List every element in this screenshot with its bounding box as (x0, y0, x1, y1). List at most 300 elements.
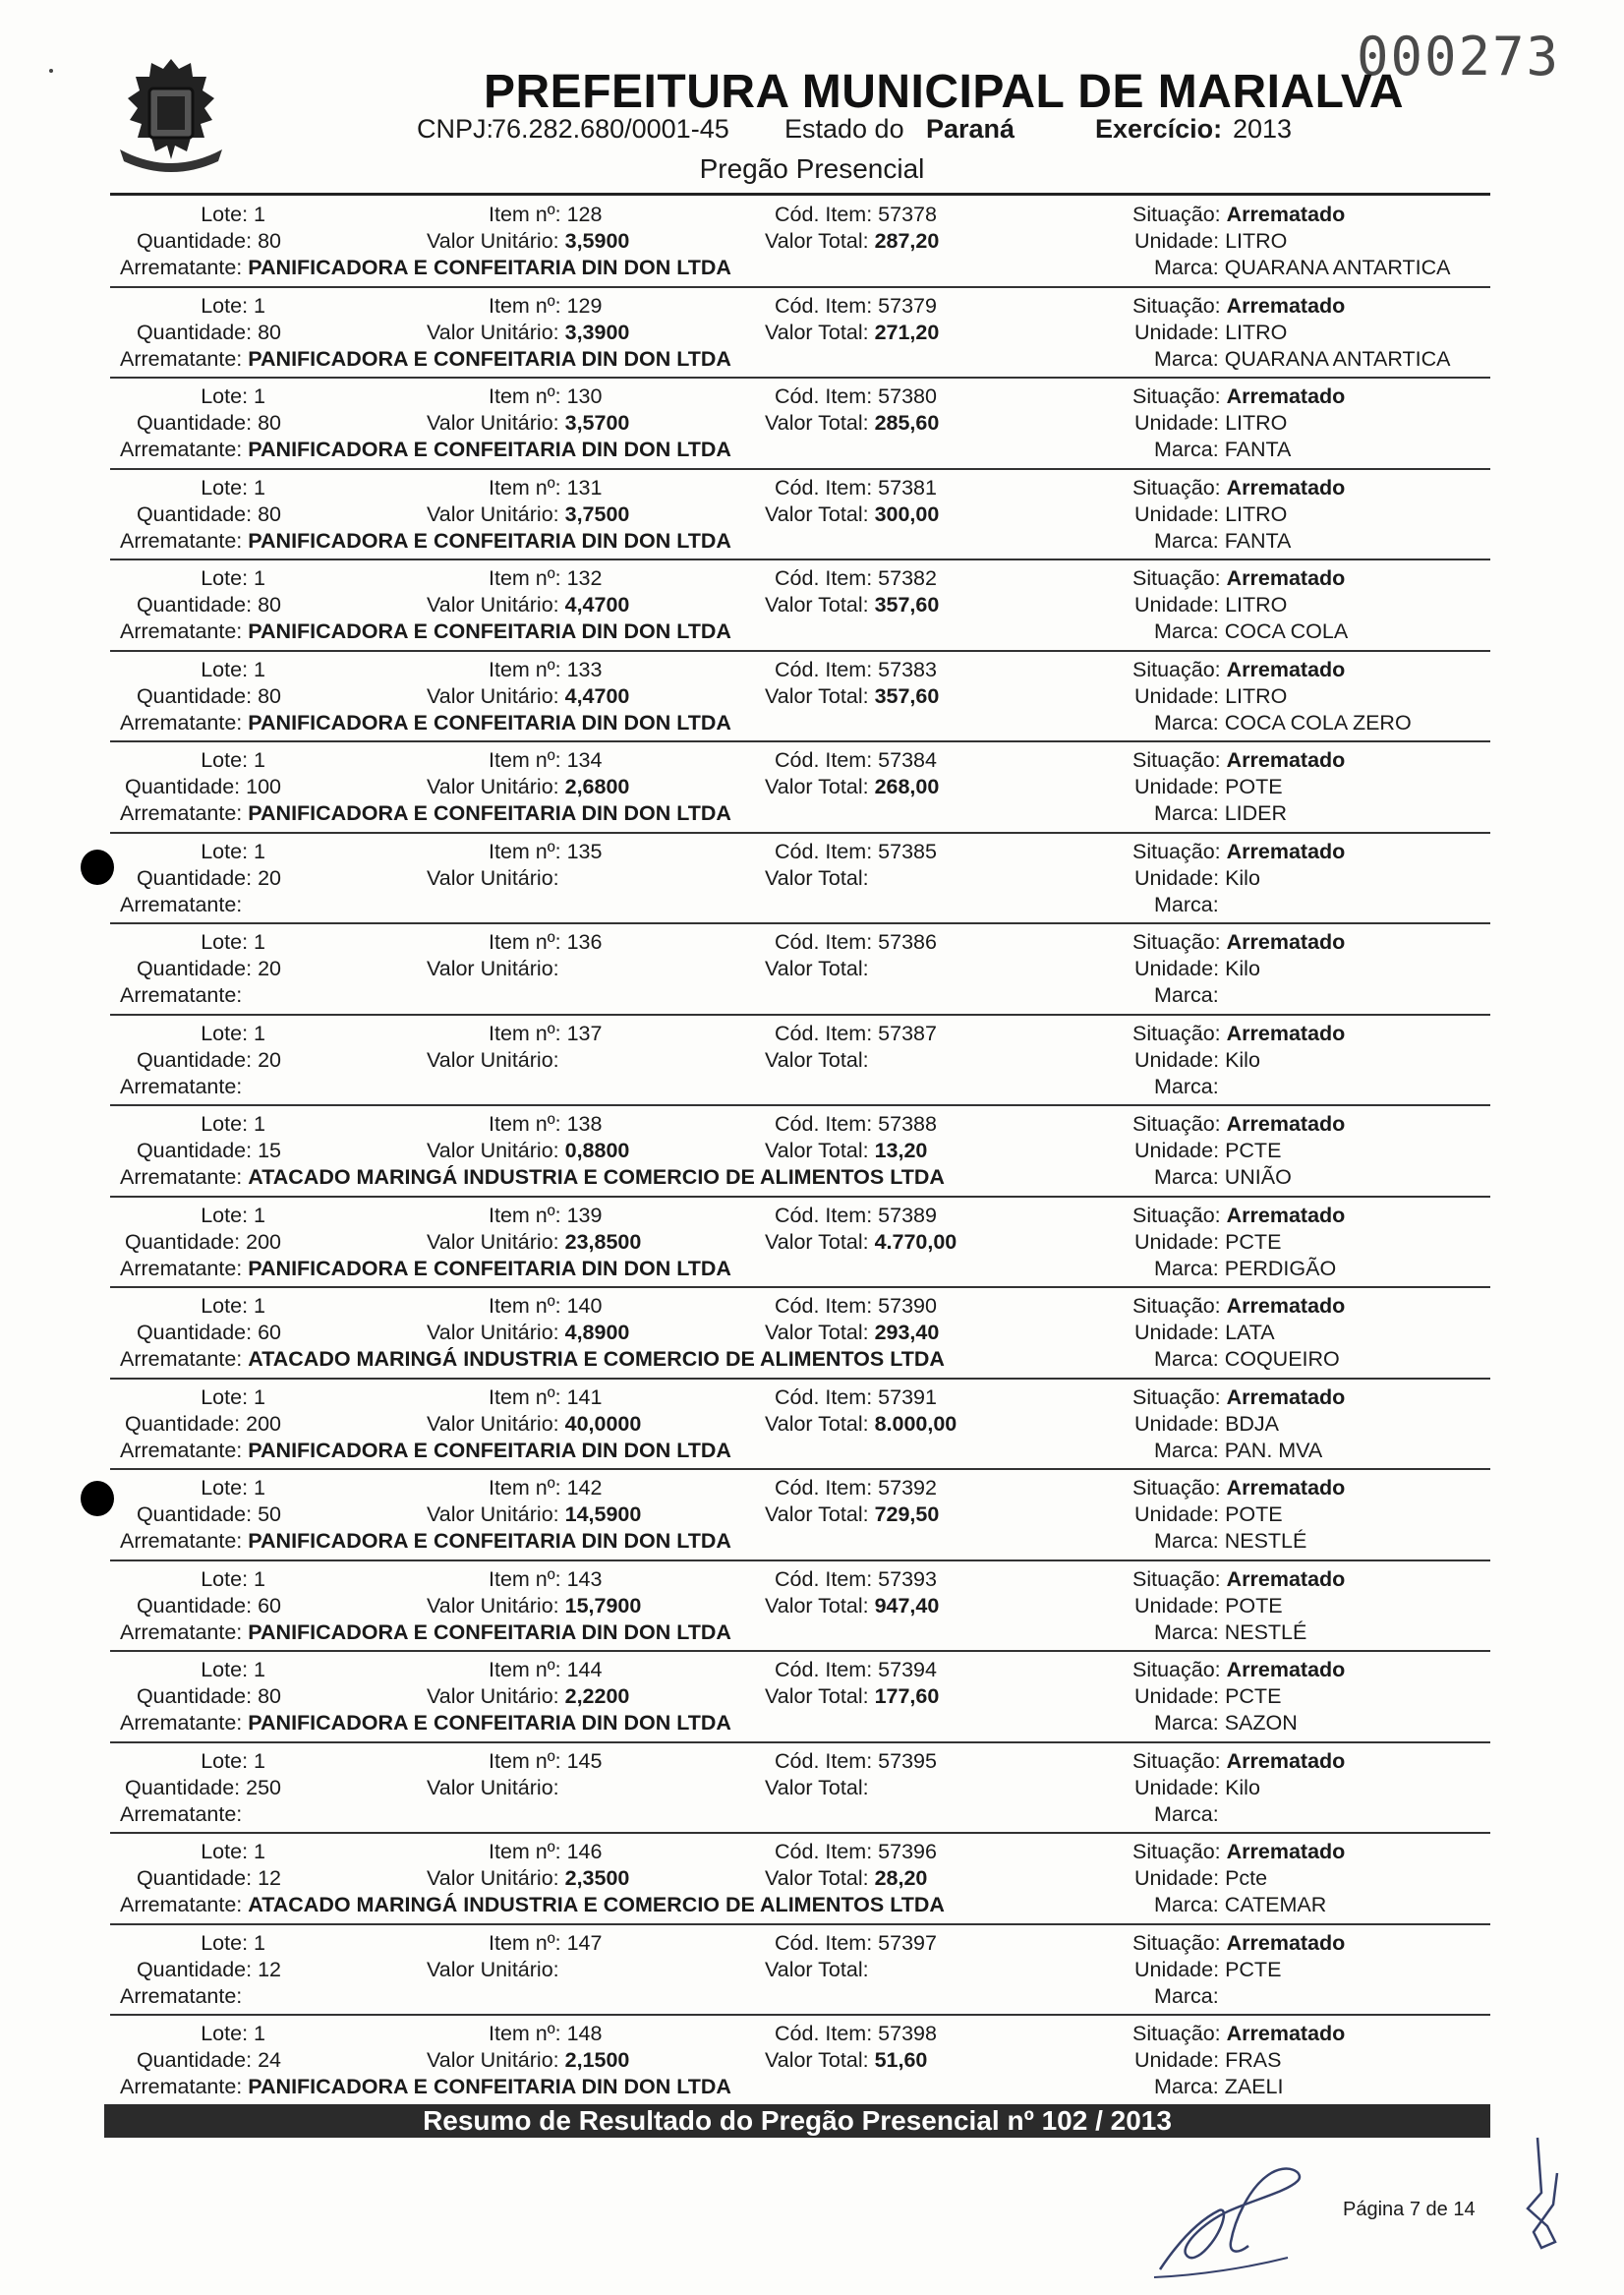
cod-value: 57379 (878, 293, 937, 318)
valor-total-value: 28,20 (874, 1866, 928, 1890)
valor-total-label: Valor Total: (765, 593, 869, 617)
lote-label: Lote: (201, 2022, 249, 2045)
marca-label: Marca: (1154, 892, 1219, 916)
valor-total-label: Valor Total: (765, 1957, 869, 1981)
marca-value: NESTLÉ (1224, 1529, 1307, 1553)
lote-value: 1 (254, 1658, 265, 1681)
unidade-cell (1134, 1321, 1275, 1345)
arrematante-value: PANIFICADORA E CONFEITARIA DIN DON LTDA (248, 801, 731, 825)
valor-unitario-label: Valor Unitário: (427, 1411, 559, 1436)
situacao-label: Situação: (1132, 1566, 1221, 1591)
item-label: Item nº: (489, 2022, 561, 2045)
cod-value: 57395 (878, 1748, 937, 1773)
page-subtitle: Pregão Presencial (699, 153, 925, 184)
arrematante-cell (120, 1802, 242, 1827)
quantidade-value: 50 (258, 1502, 281, 1526)
situacao-value: Arrematado (1226, 1566, 1346, 1591)
situacao-cell (1132, 748, 1345, 773)
item-label: Item nº: (489, 1930, 561, 1955)
cod-cell (775, 1022, 937, 1046)
quantidade-label: Quantidade: (136, 593, 253, 617)
situacao-value: Arrematado (1226, 2022, 1346, 2045)
arrematante-label: Arrematante: (120, 2075, 243, 2098)
item-value: 146 (566, 1840, 603, 1863)
valor-unitario-cell (427, 1139, 629, 1163)
item-cell (489, 476, 602, 500)
valor-total-cell (765, 957, 869, 981)
situacao-label: Situação: (1132, 293, 1221, 318)
valor-total-label: Valor Total: (765, 1593, 869, 1618)
quantidade-value: 250 (246, 1775, 281, 1799)
valor-total-label: Valor Total: (765, 1229, 869, 1254)
quantidade-cell (110, 1321, 281, 1345)
marca-value: FANTA (1224, 438, 1292, 461)
unidade-value: LITRO (1225, 411, 1288, 435)
cod-cell (775, 1840, 937, 1864)
unidade-label: Unidade: (1134, 683, 1220, 708)
marca-label: Marca: (1154, 1074, 1219, 1098)
lote-label: Lote: (201, 1021, 249, 1045)
arrematante-value: PANIFICADORA E CONFEITARIA DIN DON LTDA (248, 1619, 731, 1644)
unidade-cell (1134, 1684, 1281, 1709)
item-value: 144 (566, 1658, 603, 1681)
marca-value: QUARANA ANTARTICA (1224, 256, 1451, 279)
quantidade-value: 80 (258, 1684, 281, 1708)
situacao-cell (1132, 384, 1345, 409)
lote-label: Lote: (201, 1658, 249, 1681)
quantidade-value: 200 (246, 1229, 281, 1254)
lote-value: 1 (254, 2022, 265, 2045)
document-number-stamp: 000273 (1357, 26, 1561, 88)
lote-label: Lote: (201, 1930, 249, 1955)
marca-cell (1154, 983, 1219, 1008)
situacao-value: Arrematado (1226, 1294, 1346, 1318)
item-label: Item nº: (489, 566, 561, 590)
quantidade-value: 20 (258, 1047, 281, 1072)
quantidade-value: 200 (246, 1411, 281, 1436)
arrematante-label: Arrematante: (120, 892, 243, 916)
quantidade-label: Quantidade: (136, 865, 253, 890)
situacao-cell (1132, 840, 1345, 864)
item-value: 129 (566, 293, 603, 318)
item-label: Item nº: (489, 1294, 561, 1318)
valor-unitario-label: Valor Unitário: (427, 1775, 559, 1799)
valor-unitario-label: Valor Unitário: (427, 775, 559, 798)
unidade-value: Kilo (1225, 957, 1260, 980)
situacao-cell (1132, 658, 1345, 682)
valor-unitario-value: 2,6800 (564, 775, 630, 798)
cod-value: 57389 (878, 1203, 937, 1227)
marca-cell (1154, 1529, 1306, 1554)
estado-value: Paraná (926, 114, 1015, 144)
valor-total-value: 287,20 (874, 229, 940, 253)
valor-total-cell (765, 1958, 869, 1982)
unidade-cell (1134, 684, 1287, 709)
valor-unitario-cell (427, 229, 629, 254)
valor-unitario-label: Valor Unitário: (427, 1684, 559, 1708)
valor-total-label: Valor Total: (765, 411, 869, 435)
item-value: 147 (566, 1930, 603, 1955)
unidade-cell (1134, 1958, 1281, 1982)
situacao-value: Arrematado (1226, 203, 1346, 226)
item-cell (489, 1204, 602, 1228)
quantidade-label: Quantidade: (136, 1957, 253, 1981)
unidade-value: FRAS (1225, 2048, 1282, 2072)
marca-value: CATEMAR (1224, 1893, 1327, 1916)
initial-mark-icon (1514, 2134, 1573, 2252)
cod-cell (775, 1567, 937, 1592)
arrematante-value: PANIFICADORA E CONFEITARIA DIN DON LTDA (248, 619, 731, 643)
valor-unitario-cell (427, 1502, 641, 1527)
marca-label: Marca: (1154, 1165, 1219, 1189)
record-row (110, 379, 1490, 470)
valor-unitario-label: Valor Unitário: (427, 411, 559, 435)
cod-label: Cód. Item: (775, 1930, 873, 1955)
cod-label: Cód. Item: (775, 1384, 873, 1409)
unidade-value: PCTE (1225, 1229, 1282, 1254)
lote-cell (110, 1476, 265, 1501)
marca-value: NESTLÉ (1224, 1619, 1307, 1644)
marca-value: FANTA (1224, 528, 1292, 553)
lote-value: 1 (254, 657, 265, 681)
lote-cell (110, 1204, 265, 1228)
quantidade-label: Quantidade: (136, 957, 253, 980)
item-value: 135 (566, 839, 603, 863)
record-row (110, 834, 1490, 925)
cod-cell (775, 2022, 937, 2046)
valor-total-cell (765, 593, 939, 618)
situacao-label: Situação: (1132, 566, 1221, 590)
cnpj-label: CNPJ: (417, 114, 494, 144)
arrematante-label: Arrematante: (120, 1711, 243, 1735)
marca-cell (1154, 1893, 1326, 1917)
quantidade-cell (110, 1866, 281, 1891)
arrematante-cell (120, 893, 242, 917)
quantidade-value: 80 (258, 320, 281, 344)
valor-total-value: 4.770,00 (874, 1229, 957, 1254)
marca-cell (1154, 1347, 1340, 1372)
item-value: 148 (566, 2022, 603, 2045)
marca-label: Marca: (1154, 1893, 1219, 1916)
unidade-value: PCTE (1225, 1684, 1282, 1708)
valor-unitario-label: Valor Unitário: (427, 593, 559, 617)
valor-total-cell (765, 502, 939, 527)
lote-label: Lote: (201, 1384, 249, 1409)
valor-total-value: 300,00 (874, 501, 940, 526)
cod-value: 57394 (878, 1658, 937, 1681)
record-row (110, 1288, 1490, 1380)
quantidade-value: 20 (258, 957, 281, 980)
cod-label: Cód. Item: (775, 566, 873, 590)
situacao-value: Arrematado (1226, 1021, 1346, 1045)
item-cell (489, 1567, 602, 1592)
quantidade-label: Quantidade: (136, 229, 253, 253)
unidade-value: LATA (1225, 1321, 1275, 1344)
exercicio-value: 2013 (1233, 114, 1293, 144)
cod-label: Cód. Item: (775, 657, 873, 681)
lote-label: Lote: (201, 657, 249, 681)
lote-cell (110, 476, 265, 500)
cod-value: 57393 (878, 1566, 937, 1591)
cod-cell (775, 1658, 937, 1682)
valor-unitario-label: Valor Unitário: (427, 1047, 559, 1072)
valor-unitario-cell (427, 1776, 559, 1800)
arrematante-label: Arrematante: (120, 1983, 243, 2008)
valor-unitario-value: 3,3900 (564, 320, 630, 344)
cod-label: Cód. Item: (775, 2022, 873, 2045)
marca-cell (1154, 711, 1412, 736)
record-row (110, 1743, 1490, 1835)
unidade-cell (1134, 1502, 1283, 1527)
quantidade-cell (110, 1139, 281, 1163)
unidade-label: Unidade: (1134, 1411, 1220, 1436)
lote-label: Lote: (201, 293, 249, 318)
quantidade-label: Quantidade: (124, 1775, 241, 1799)
situacao-value: Arrematado (1226, 1840, 1346, 1863)
record-row (110, 1834, 1490, 1925)
quantidade-label: Quantidade: (124, 775, 241, 798)
valor-total-label: Valor Total: (765, 683, 869, 708)
situacao-label: Situação: (1132, 1476, 1221, 1500)
item-cell (489, 384, 602, 409)
valor-unitario-cell (427, 1594, 641, 1618)
unidade-value: PCTE (1225, 1139, 1282, 1162)
arrematante-cell (120, 619, 731, 644)
cod-label: Cód. Item: (775, 1203, 873, 1227)
valor-unitario-value: 23,8500 (564, 1229, 642, 1254)
unidade-cell (1134, 411, 1287, 436)
lote-label: Lote: (201, 1294, 249, 1318)
item-cell (489, 1840, 602, 1864)
unidade-label: Unidade: (1134, 775, 1220, 798)
arrematante-cell (120, 347, 731, 372)
unidade-value: LITRO (1225, 229, 1288, 253)
situacao-value: Arrematado (1226, 1384, 1346, 1409)
unidade-label: Unidade: (1134, 865, 1220, 890)
record-row (110, 470, 1490, 561)
situacao-label: Situação: (1132, 1840, 1221, 1863)
cod-label: Cód. Item: (775, 1566, 873, 1591)
valor-total-value: 268,00 (874, 775, 940, 798)
arrematante-label: Arrematante: (120, 528, 243, 553)
record-row (110, 1198, 1490, 1289)
valor-total-label: Valor Total: (765, 320, 869, 344)
unidade-cell (1134, 957, 1260, 981)
unidade-label: Unidade: (1134, 1775, 1220, 1799)
marca-cell (1154, 1620, 1306, 1645)
valor-unitario-value: 15,7900 (564, 1593, 642, 1618)
valor-unitario-cell (427, 684, 629, 709)
quantidade-label: Quantidade: (136, 501, 253, 526)
arrematante-label: Arrematante: (120, 1256, 243, 1280)
record-row (110, 652, 1490, 743)
item-value: 141 (566, 1384, 603, 1409)
arrematante-value: PANIFICADORA E CONFEITARIA DIN DON LTDA (248, 710, 731, 735)
marca-cell (1154, 347, 1450, 372)
valor-unitario-label: Valor Unitário: (427, 1502, 559, 1526)
item-value: 143 (566, 1566, 603, 1591)
situacao-value: Arrematado (1226, 930, 1346, 954)
unidade-label: Unidade: (1134, 2048, 1220, 2072)
marca-cell (1154, 1165, 1292, 1190)
cod-cell (775, 930, 937, 955)
lote-cell (110, 1294, 265, 1319)
record-row (110, 197, 1490, 288)
valor-total-label: Valor Total: (765, 957, 869, 980)
cod-cell (775, 384, 937, 409)
marca-value: LIDER (1224, 801, 1288, 825)
lote-value: 1 (254, 1384, 265, 1409)
valor-unitario-label: Valor Unitário: (427, 957, 559, 980)
cod-cell (775, 1385, 937, 1410)
cod-cell (775, 294, 937, 319)
unidade-label: Unidade: (1134, 1866, 1220, 1890)
unidade-label: Unidade: (1134, 593, 1220, 617)
scan-speck (49, 69, 53, 73)
quantidade-value: 80 (258, 683, 281, 708)
marca-label: Marca: (1154, 1801, 1219, 1826)
item-cell (489, 1022, 602, 1046)
valor-total-label: Valor Total: (765, 1684, 869, 1708)
arrematante-cell (120, 1165, 945, 1190)
marca-value: UNIÃO (1224, 1165, 1292, 1189)
unidade-value: POTE (1225, 1593, 1283, 1618)
quantidade-label: Quantidade: (136, 1684, 253, 1708)
lote-label: Lote: (201, 748, 249, 772)
valor-unitario-cell (427, 1412, 641, 1437)
quantidade-cell (110, 502, 281, 527)
arrematante-value: PANIFICADORA E CONFEITARIA DIN DON LTDA (248, 1711, 731, 1735)
item-value: 139 (566, 1203, 603, 1227)
item-cell (489, 1749, 602, 1774)
arrematante-label: Arrematante: (120, 1893, 243, 1916)
situacao-cell (1132, 1476, 1345, 1501)
record-row (110, 560, 1490, 652)
situacao-cell (1132, 2022, 1345, 2046)
lote-value: 1 (254, 384, 265, 408)
arrematante-cell (120, 529, 731, 554)
item-label: Item nº: (489, 1476, 561, 1500)
item-label: Item nº: (489, 293, 561, 318)
page-header (0, 0, 1624, 197)
valor-total-cell (765, 775, 939, 799)
quantidade-cell (110, 1594, 281, 1618)
quantidade-label: Quantidade: (136, 1593, 253, 1618)
arrematante-cell (120, 438, 731, 462)
marca-value: QUARANA ANTARTICA (1224, 346, 1451, 371)
item-label: Item nº: (489, 1021, 561, 1045)
unidade-cell (1134, 502, 1287, 527)
marca-cell (1154, 893, 1219, 917)
valor-unitario-label: Valor Unitário: (427, 2048, 559, 2072)
situacao-label: Situação: (1132, 2022, 1221, 2045)
marca-cell (1154, 256, 1450, 280)
marca-label: Marca: (1154, 710, 1219, 735)
item-value: 130 (566, 384, 603, 408)
item-value: 140 (566, 1294, 603, 1318)
lote-cell (110, 1658, 265, 1682)
lote-value: 1 (254, 839, 265, 863)
situacao-cell (1132, 930, 1345, 955)
unidade-value: PCTE (1225, 1957, 1282, 1981)
item-label: Item nº: (489, 839, 561, 863)
unidade-label: Unidade: (1134, 1229, 1220, 1254)
unidade-cell (1134, 229, 1287, 254)
lote-label: Lote: (201, 1566, 249, 1591)
valor-unitario-value: 3,5900 (564, 229, 630, 253)
lote-value: 1 (254, 1930, 265, 1955)
exercicio-label: Exercício: (1095, 114, 1223, 144)
cod-label: Cód. Item: (775, 1021, 873, 1045)
arrematante-cell (120, 711, 731, 736)
cod-value: 57386 (878, 930, 937, 954)
marca-value: ZAELI (1224, 2075, 1284, 2098)
situacao-cell (1132, 1840, 1345, 1864)
quantidade-cell (110, 1230, 281, 1255)
lote-cell (110, 748, 265, 773)
quantidade-label: Quantidade: (136, 683, 253, 708)
marca-value: COQUEIRO (1224, 1347, 1340, 1371)
lote-value: 1 (254, 1566, 265, 1591)
item-value: 145 (566, 1748, 603, 1773)
lote-value: 1 (254, 1203, 265, 1227)
unidade-label: Unidade: (1134, 1957, 1220, 1981)
marca-value: PAN. MVA (1224, 1438, 1323, 1462)
unidade-cell (1134, 1048, 1260, 1073)
valor-total-label: Valor Total: (765, 1866, 869, 1890)
arrematante-label: Arrematante: (120, 801, 243, 825)
marca-label: Marca: (1154, 983, 1219, 1007)
unidade-label: Unidade: (1134, 1139, 1220, 1162)
situacao-value: Arrematado (1226, 1658, 1346, 1681)
cod-cell (775, 1749, 937, 1774)
marca-cell (1154, 1075, 1219, 1099)
record-row (110, 1380, 1490, 1471)
cod-cell (775, 1112, 937, 1137)
item-label: Item nº: (489, 203, 561, 226)
arrematante-cell (120, 2075, 731, 2099)
arrematante-cell (120, 1620, 731, 1645)
valor-unitario-value: 2,2200 (564, 1684, 630, 1708)
estado-label: Estado do (784, 114, 904, 144)
valor-total-label: Valor Total: (765, 2048, 869, 2072)
valor-total-value: 357,60 (874, 593, 940, 617)
lote-cell (110, 1385, 265, 1410)
lote-value: 1 (254, 293, 265, 318)
arrematante-label: Arrematante: (120, 1529, 243, 1553)
valor-unitario-label: Valor Unitário: (427, 1321, 559, 1344)
record-row (110, 1925, 1490, 2017)
cod-value: 57382 (878, 566, 937, 590)
valor-unitario-cell (427, 1048, 559, 1073)
record-row (110, 1561, 1490, 1653)
cod-value: 57396 (878, 1840, 937, 1863)
lote-cell (110, 203, 265, 227)
marca-value: SAZON (1224, 1711, 1298, 1735)
cod-value: 57397 (878, 1930, 937, 1955)
quantidade-cell (110, 866, 281, 891)
unidade-value: LITRO (1225, 593, 1288, 617)
quantidade-cell (110, 1776, 281, 1800)
lote-label: Lote: (201, 839, 249, 863)
valor-total-value: 271,20 (874, 320, 940, 344)
marca-cell (1154, 2075, 1283, 2099)
marca-label: Marca: (1154, 1438, 1219, 1462)
cod-cell (775, 476, 937, 500)
quantidade-cell (110, 775, 281, 799)
arrematante-cell (120, 1711, 731, 1736)
valor-unitario-cell (427, 502, 629, 527)
